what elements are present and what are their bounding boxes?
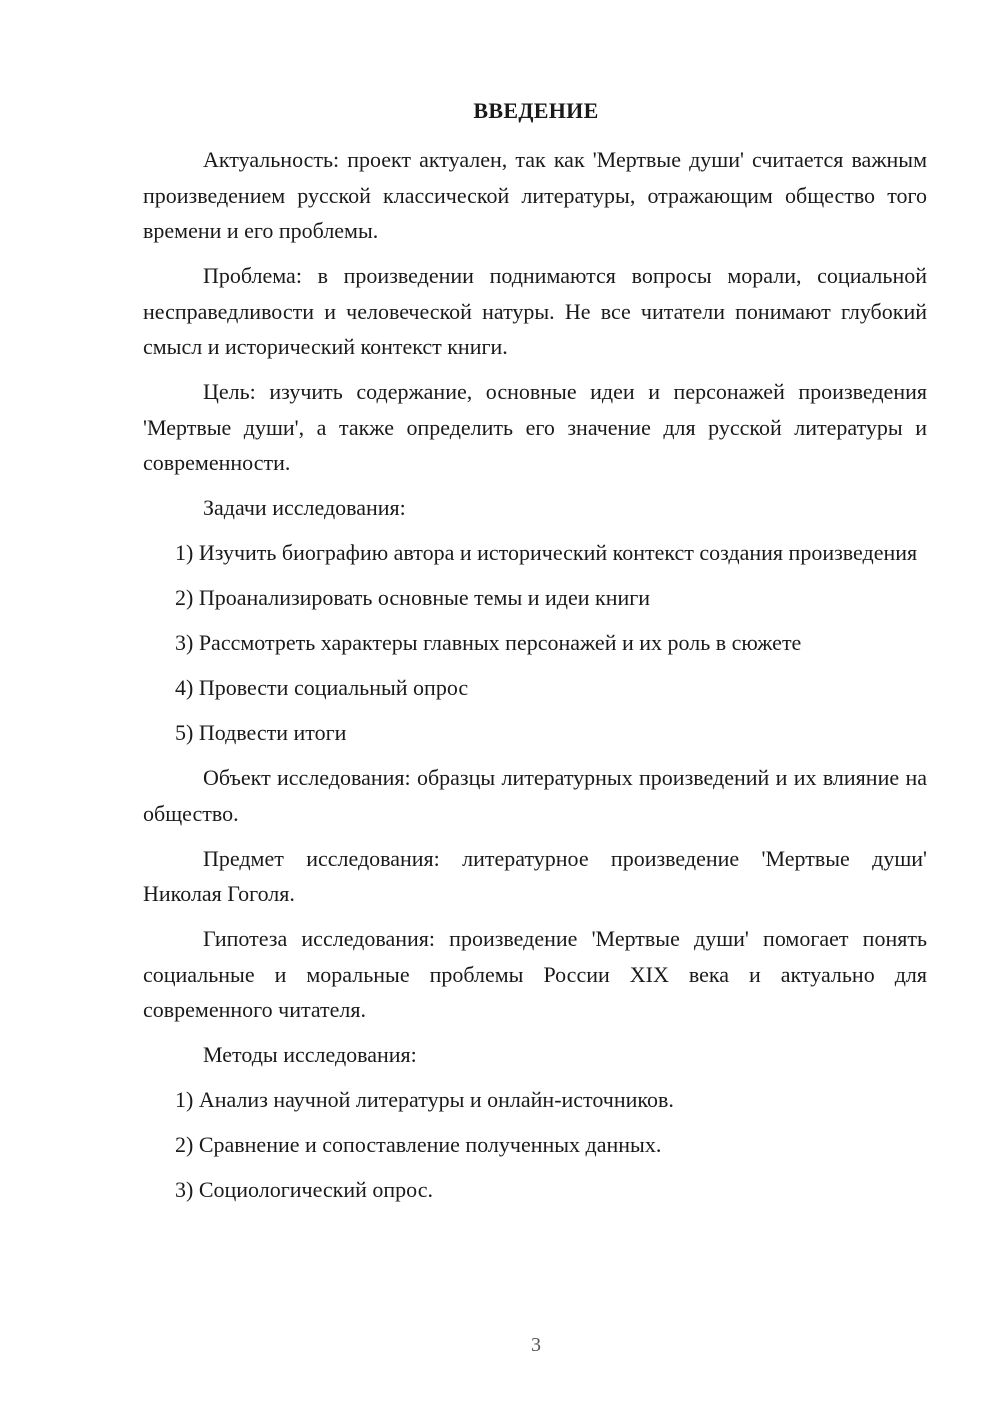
document-body — [143, 142, 927, 1217]
paragraph-subject: Предмет исследования: литературное произведение 'Мертвые души' Николая Гоголя. — [143, 845, 927, 906]
paragraph-hypothesis: Гипотеза исследования: произведение 'Мертвые души' помогает понять социальные и моральные проблемы России XIX века и актуально для современного читателя. — [143, 926, 927, 1022]
tasks-heading: Задачи исследования: — [203, 495, 406, 520]
paragraph-goal: Цель: изучить содержание, основные идеи и персонажей произведения 'Мертвые души', а также определить его значение для русской литературы и современности. — [143, 379, 927, 475]
method-item: 3) Социологический опрос. — [175, 1177, 433, 1202]
paragraph-object: Объект исследования: образцы литературных произведений и их влияние на общество. — [143, 765, 927, 826]
task-item: 1) Изучить биографию автора и исторический контекст создания произведения — [175, 540, 918, 565]
task-item: 3) Рассмотреть характеры главных персонажей и их роль в сюжете — [175, 630, 802, 655]
page-title: ВВЕДЕНИЕ — [473, 98, 599, 123]
task-item: 2) Проанализировать основные темы и идеи книги — [175, 585, 651, 610]
method-item: 2) Сравнение и сопоставление полученных данных. — [175, 1132, 662, 1157]
method-item: 1) Анализ научной литературы и онлайн-источников. — [175, 1087, 674, 1112]
paragraph-relevance: Актуальность: проект актуален, так как 'Мертвые души' считается важным произведением русской классической литературы, отражающим общество того времени и его проблемы. — [143, 147, 927, 243]
page-number: 3 — [531, 1334, 541, 1356]
task-item: 5) Подвести итоги — [175, 720, 347, 745]
task-item: 4) Провести социальный опрос — [175, 675, 469, 700]
paragraph-problem: Проблема: в произведении поднимаются вопросы морали, социальной несправедливости и человеческой натуры. Не все читатели понимают глубокий смысл и исторический контекст книги. — [143, 263, 927, 359]
methods-list — [143, 1082, 927, 1208]
methods-heading: Методы исследования: — [203, 1042, 417, 1067]
tasks-list — [143, 535, 927, 751]
